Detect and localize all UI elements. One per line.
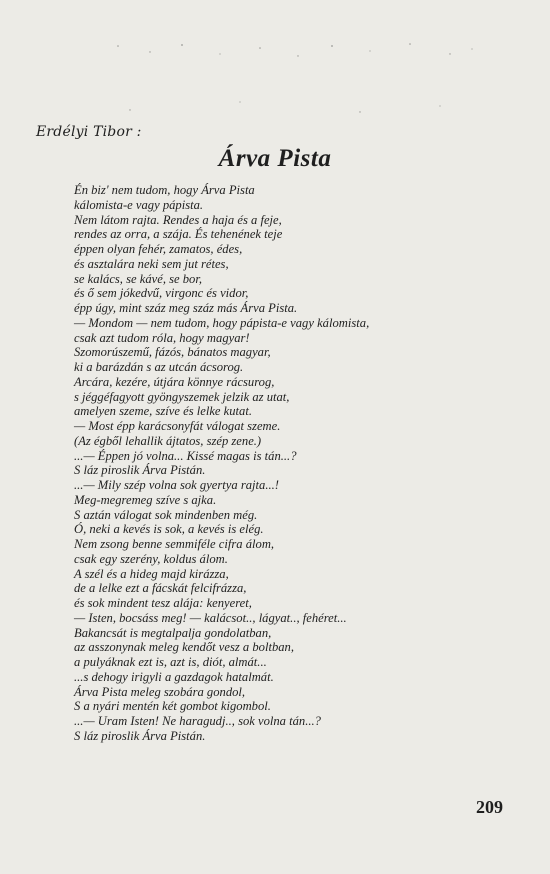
poem-line: S aztán válogat sok mindenben még. [74,507,258,522]
poem-line: csak egy szerény, koldus álom. [74,551,228,566]
poem-line: Én biz' nem tudom, hogy Árva Pista [74,183,255,197]
poem-title: Árva Pista [218,145,332,172]
poem-line: ki a barázdán s az utcán ácsorog. [74,360,244,374]
poem-line: Nem zsong benne semmiféle cifra álom, [74,537,275,551]
poem-line: A szél és a hideg majd kirázza, [74,566,229,581]
poem-line: a pulyáknak ezt is, azt is, diót, almát... [74,655,267,669]
poem-line: éppen olyan fehér, zamatos, édes, [74,242,243,256]
poem-line: Ó, neki a kevés is sok, a kevés is elég. [74,522,264,537]
page-speckles [110,40,490,120]
poem-line: és ő sem jókedvű, virgonc és vidor, [74,286,249,301]
poem-line: — Isten, bocsáss meg! — kalácsot.., lágyat.., fehéret... [74,610,347,625]
poem-line: rendes az orra, a szája. És tehenének teje [74,227,283,242]
poem-line: és asztalára neki sem jut rétes, [74,256,229,271]
poem-line: (Az égből lehallik ájtatos, szép zene.) [74,433,262,448]
poem-line: ...— Éppen jó volna... Kissé magas is tán...? [74,448,297,463]
poem-line: és sok mindent tesz alája: kenyeret, [74,596,252,610]
poem-line: Árva Pista meleg szobára gondol, [74,684,246,699]
poem-line: amelyen szeme, szíve és lelke kutat. [74,404,252,419]
poem-line: épp úgy, mint száz meg száz más Árva Pista. [74,301,298,315]
poem-line: de a lelke ezt a fácskát felcifrázza, [74,581,247,596]
poem-line: S láz piroslik Árva Pistán. [74,728,206,743]
author-name: Erdélyi Tibor : [36,124,142,140]
poem-line: Nem látom rajta. Rendes a haja és a feje, [74,212,282,227]
poem-body [74,183,544,744]
page-number: 209 [476,797,503,817]
poem-line: s jéggéfagyott gyöngyszemek jelzik az utat, [74,389,290,404]
poem-line: csak azt tudom róla, hogy magyar! [74,330,250,345]
poem-line: ...— Uram Isten! Ne haragudj.., sok volna tán...? [74,714,321,728]
poem-line: — Most épp karácsonyfát válogat szeme. [74,419,281,433]
poem-line: ...— Mily szép volna sok gyertya rajta...! [74,478,279,492]
poem-line: Arcára, kezére, útjára könnye rácsurog, [74,374,275,389]
poem-line: S láz piroslik Árva Pistán. [74,463,206,478]
poem-line: kálomista-e vagy pápista. [74,197,204,212]
poem-line: Meg-megremeg szíve s ajka. [74,492,217,507]
poem-line: az asszonynak meleg kendőt vesz a boltban, [74,640,295,655]
poem-line: se kalács, se kávé, se bor, [74,271,202,286]
poem-line: Szomorúszemű, fázós, bánatos magyar, [74,345,271,360]
poem-line: Bakancsát is megtalpalja gondolatban, [74,625,272,640]
poem-line: S a nyári mentén két gombot kigombol. [74,699,271,714]
poem-line: — Mondom — nem tudom, hogy pápista-e vagy kálomista, [74,315,370,330]
poem-line: ...s dehogy irigyli a gazdagok hatalmát. [74,669,274,684]
